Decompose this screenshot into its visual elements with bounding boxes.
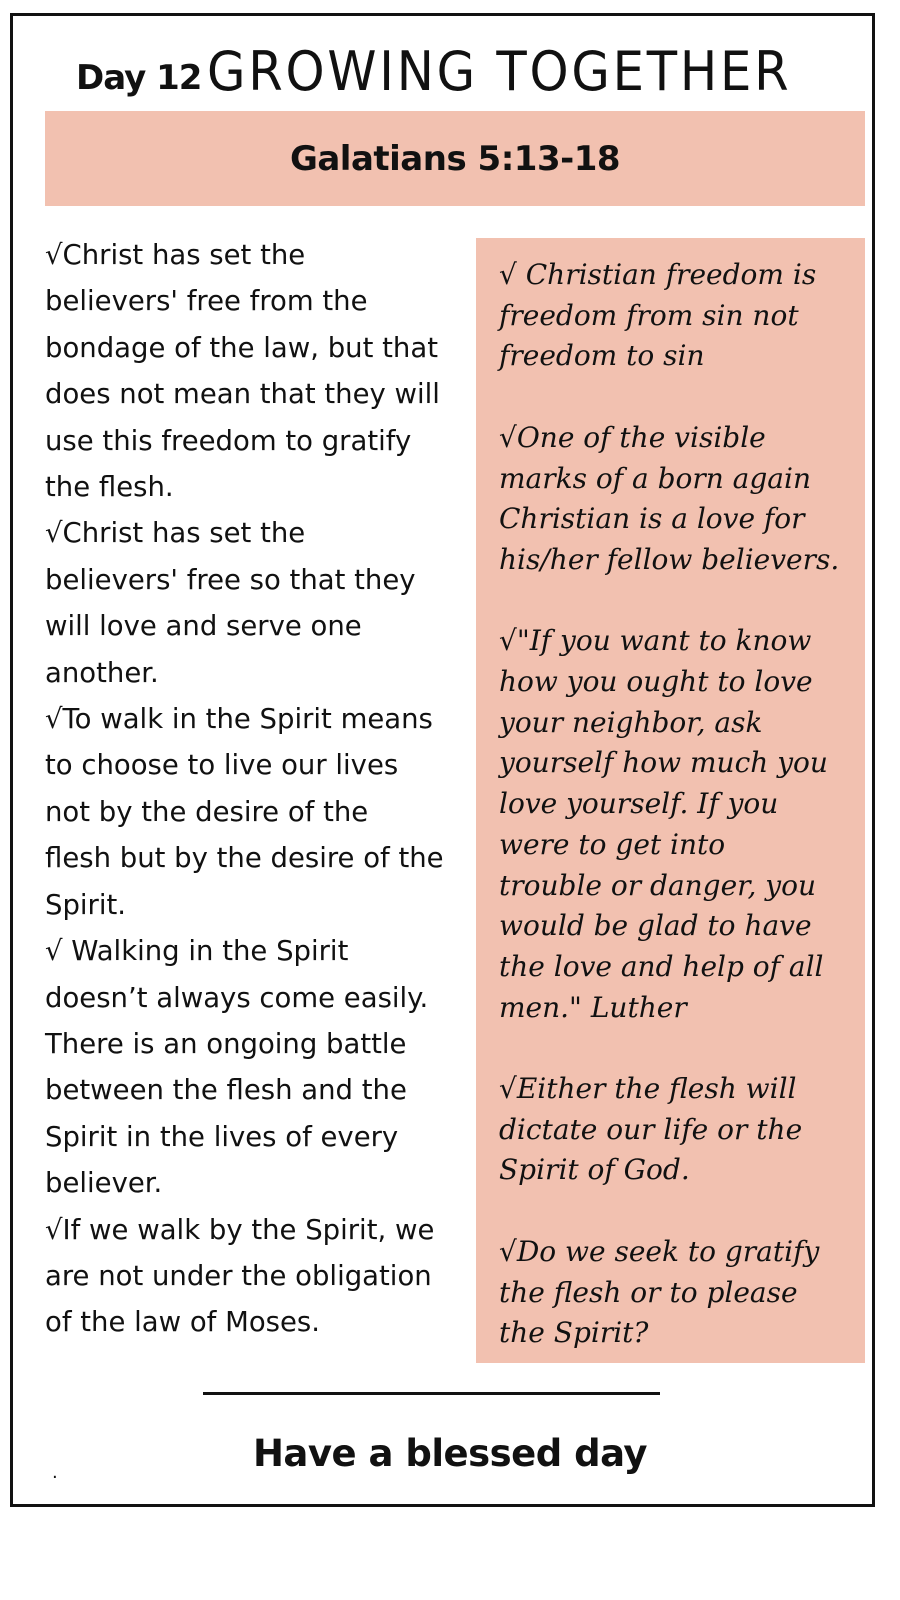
footer-divider — [203, 1392, 660, 1395]
footer-message: Have a blessed day — [252, 1432, 648, 1475]
day-label: Day 12 — [76, 58, 202, 98]
left-notes: √Christ has set the believers' free from the bondage of the law, but that does not mean that they will use this freedom to gratify the flesh. √Christ has set the believers' free so that they will love and serve one another. √To walk in the Spirit means to choose to live our lives not by the desire of the flesh but by the desire of the Spirit. √ Walking in the Spirit doesn’t always come easily. There is an ongoing battle between the flesh and the Spirit in the lives of every believer. √If we walk by the Spirit, we are not under the obligation of the law of Moses. — [45, 239, 444, 1339]
scripture-banner — [45, 111, 865, 206]
footer-dot: . — [52, 1462, 58, 1483]
page-title: GROWING TOGETHER — [207, 40, 792, 103]
right-notes: √ Christian freedom is freedom from sin not freedom to sin √One of the visible marks of a born again Christian is a love for his/her fellow believers. √"If you want to know how you ought to love your neighbor, ask yourself how much you love yourself. If you were to get into trouble or danger, you would be glad to have the love and help of all men." Luther √Either the flesh will dictate our life or the Spirit of God. √Do we seek to gratify the flesh or to please the Spirit? — [499, 258, 840, 1350]
scripture-reference: Galatians 5:13-18 — [289, 138, 621, 179]
